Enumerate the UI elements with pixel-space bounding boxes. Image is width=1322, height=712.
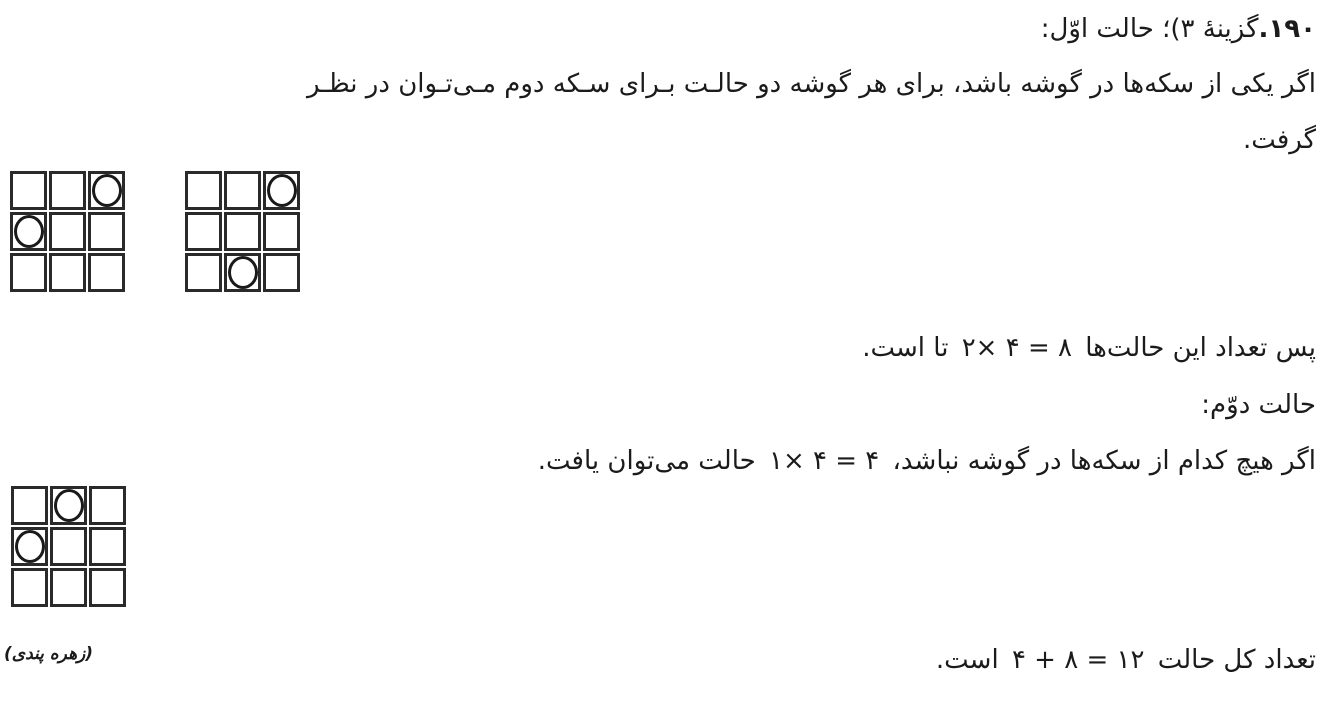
grid-cell xyxy=(263,212,300,251)
case1-grid-2 xyxy=(185,171,300,292)
grid-cell xyxy=(50,486,87,525)
case1-count-line xyxy=(862,331,1316,366)
coin-circle xyxy=(228,256,258,289)
problem-number: ۱۹۰. xyxy=(1258,14,1316,44)
grid-cell xyxy=(185,253,222,292)
grid-cell xyxy=(50,527,87,566)
grid-cell xyxy=(263,253,300,292)
case2-prefix: اگر هیچ کدام از سکه‌ها در گوشه نباشد، xyxy=(892,446,1316,476)
grid-cell xyxy=(49,171,86,210)
grid-cell xyxy=(263,171,300,210)
total-formula: ۴ + ۸ = ۱۲ xyxy=(1011,645,1145,675)
case1-text-line2: گرفت. xyxy=(1243,125,1316,155)
case1-count-prefix: پس تعداد این حالت‌ها xyxy=(1085,333,1316,363)
total-suffix: است. xyxy=(935,645,999,675)
case2-suffix: حالت می‌توان یافت. xyxy=(537,446,756,476)
grid-cell xyxy=(11,527,48,566)
grid-cell xyxy=(88,212,125,251)
grid-cell xyxy=(88,171,125,210)
coin-circle xyxy=(15,530,45,563)
coin-circle xyxy=(267,174,297,207)
grid-cell xyxy=(49,212,86,251)
grid-cell xyxy=(10,171,47,210)
grid-cell xyxy=(224,171,261,210)
grid-cell xyxy=(11,486,48,525)
case2-grid-1 xyxy=(11,486,126,607)
coin-circle xyxy=(92,174,122,207)
grid-cell xyxy=(11,568,48,607)
total-prefix: تعداد کل حالت xyxy=(1157,645,1316,675)
total-count-line xyxy=(936,643,1316,678)
grid-cell xyxy=(224,212,261,251)
grid-cell xyxy=(185,171,222,210)
grid-cell xyxy=(89,486,126,525)
case2-header: حالت دوّم: xyxy=(1201,390,1316,420)
problem-header xyxy=(1041,12,1316,47)
case1-formula: ۲× ۴ = ۸ xyxy=(961,333,1072,363)
case2-formula: ۱× ۴ = ۴ xyxy=(768,446,880,476)
grid-cell xyxy=(89,568,126,607)
grid-cell xyxy=(88,253,125,292)
case1-text-line1: اگر یکی از سکه‌ها در گوشه باشد، برای هر گوشه دو حالـت بـرای سـکه دوم مـی‌تـوان در نظـر xyxy=(307,69,1316,99)
grid-cell xyxy=(185,212,222,251)
grid-cell xyxy=(89,527,126,566)
coin-circle xyxy=(14,215,44,248)
coin-circle xyxy=(54,489,84,522)
grid-cell xyxy=(49,253,86,292)
author-attribution: (زهره پندی) xyxy=(4,644,94,664)
case2-text-line xyxy=(538,444,1316,479)
case1-count-suffix: تا است. xyxy=(862,333,949,363)
grid-cell xyxy=(10,212,47,251)
grid-cell xyxy=(50,568,87,607)
problem-header-text: گزینۀ ۳)؛ حالت اوّل: xyxy=(1040,14,1259,44)
case1-grid-1 xyxy=(10,171,125,292)
grid-cell xyxy=(10,253,47,292)
grid-cell xyxy=(224,253,261,292)
